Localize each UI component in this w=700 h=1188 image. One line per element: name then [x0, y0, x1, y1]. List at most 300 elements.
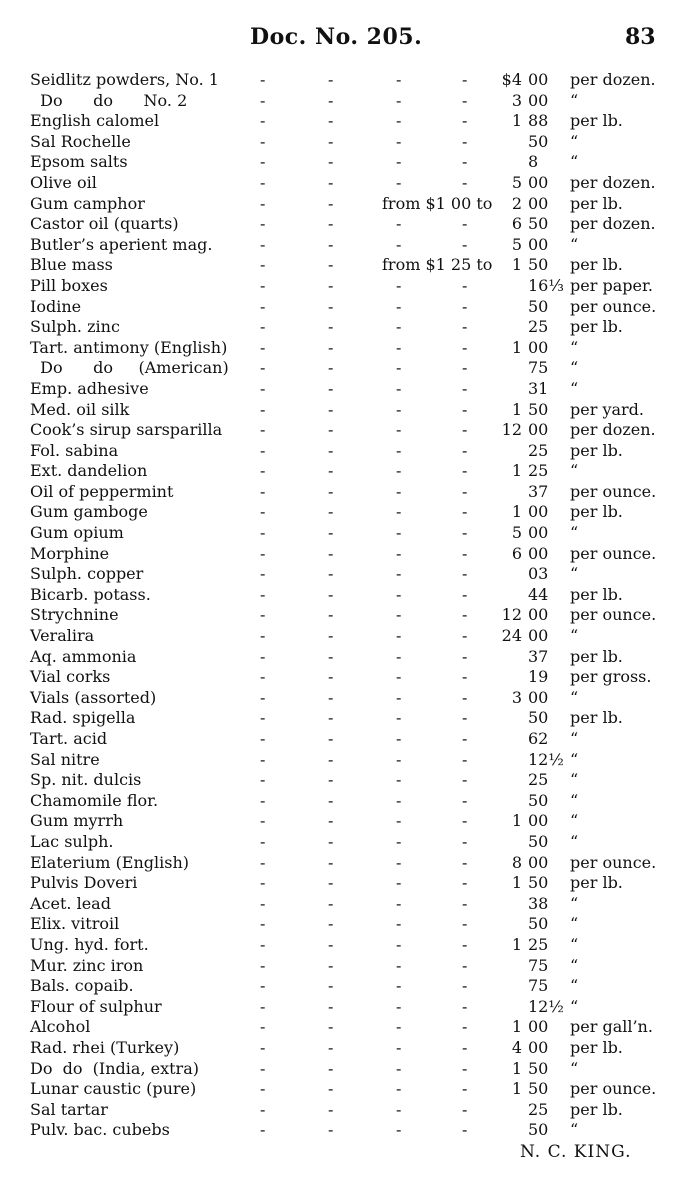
- leader-dash: -: [396, 440, 402, 460]
- price-cents: 44: [528, 584, 549, 604]
- price-cents: 25: [528, 1099, 549, 1119]
- item-name: Ung. hyd. fort.: [30, 934, 149, 954]
- price-cents: 50: [528, 1058, 549, 1078]
- leader-dash: -: [328, 811, 334, 831]
- price-unit: “: [570, 831, 579, 851]
- leader-dash: -: [260, 481, 266, 501]
- price-dollars: 24: [501, 626, 522, 646]
- price-cents: 25: [528, 440, 549, 460]
- leader-dash: -: [396, 502, 402, 522]
- price-dollars: 5: [511, 234, 522, 254]
- price-unit: “: [570, 1058, 579, 1078]
- item-name: Sal Rochelle: [30, 131, 131, 151]
- price-list-row: [0, 956, 700, 977]
- price-cents: 62: [528, 729, 549, 748]
- price-dollars: 1: [511, 502, 522, 522]
- leader-dash: -: [396, 481, 402, 501]
- price-cents: 50: [528, 873, 549, 893]
- leader-dash: -: [328, 1099, 334, 1119]
- leader-dash: -: [260, 667, 266, 687]
- leader-dash: -: [462, 399, 468, 419]
- leader-dash: -: [396, 378, 402, 398]
- price-dollars: $4: [501, 70, 522, 89]
- leader-dash: -: [260, 646, 266, 666]
- price-cents: 50: [528, 255, 549, 275]
- leader-dash: -: [328, 481, 334, 501]
- leader-dash: -: [462, 770, 468, 790]
- price-unit: “: [570, 131, 579, 151]
- leader-dash: -: [396, 461, 402, 481]
- leader-dash: -: [328, 584, 334, 604]
- leader-dash: -: [396, 687, 402, 707]
- leader-dash: -: [328, 914, 334, 934]
- item-name: Med. oil silk: [30, 399, 130, 419]
- leader-dash: -: [260, 296, 266, 316]
- price-range-note: from $1 25 to: [382, 255, 493, 275]
- price-list-row: [0, 297, 700, 318]
- price-unit: per gall’n.: [570, 1017, 653, 1037]
- price-list-row: [0, 873, 700, 894]
- leader-dash: -: [462, 152, 468, 172]
- item-name: Pulv. bac. cubebs: [30, 1120, 170, 1140]
- price-list-row: [0, 605, 700, 626]
- item-name: Cook’s sirup sarsparilla: [30, 420, 223, 440]
- price-cents: 00: [528, 523, 549, 543]
- leader-dash: -: [328, 831, 334, 851]
- price-unit: per dozen.: [570, 70, 656, 89]
- price-list-row: [0, 255, 700, 276]
- price-unit: per lb.: [570, 584, 623, 604]
- leader-dash: -: [328, 667, 334, 687]
- price-list-row: [0, 997, 700, 1018]
- leader-dash: -: [260, 1079, 266, 1099]
- price-unit: “: [570, 934, 579, 954]
- item-name: Castor oil (quarts): [30, 214, 179, 234]
- leader-dash: -: [328, 708, 334, 728]
- price-list-row: [0, 585, 700, 606]
- leader-dash: -: [328, 378, 334, 398]
- leader-dash: -: [328, 214, 334, 234]
- price-cents: 00: [528, 172, 549, 192]
- leader-dash: -: [328, 1058, 334, 1078]
- price-list-row: [0, 111, 700, 132]
- leader-dash: -: [462, 172, 468, 192]
- leader-dash: -: [396, 605, 402, 625]
- price-cents: 50: [528, 296, 549, 316]
- item-name: Olive oil: [30, 172, 97, 192]
- item-name: Flour of sulphur: [30, 996, 162, 1016]
- leader-dash: -: [462, 1058, 468, 1078]
- page-number: 83: [625, 24, 656, 50]
- item-name: English calomel: [30, 111, 160, 131]
- price-unit: per ounce.: [570, 543, 657, 563]
- leader-dash: -: [462, 687, 468, 707]
- price-list-row: [0, 461, 700, 482]
- item-name: Acet. lead: [30, 893, 111, 913]
- leader-dash: -: [328, 749, 334, 769]
- leader-dash: -: [396, 172, 402, 192]
- leader-dash: -: [396, 708, 402, 728]
- leader-dash: -: [328, 131, 334, 151]
- item-name: Gum gamboge: [30, 502, 148, 522]
- price-cents: 00: [528, 852, 549, 872]
- price-list-row: [0, 379, 700, 400]
- price-unit: “: [570, 996, 579, 1016]
- item-name: Blue mass: [30, 255, 113, 275]
- leader-dash: -: [328, 564, 334, 584]
- price-list-row: [0, 317, 700, 338]
- price-unit: per lb.: [570, 502, 623, 522]
- price-unit: “: [570, 378, 579, 398]
- leader-dash: -: [328, 955, 334, 975]
- price-unit: “: [570, 358, 579, 378]
- price-dollars: 5: [511, 172, 522, 192]
- leader-dash: -: [462, 337, 468, 357]
- page-header: [0, 24, 700, 54]
- leader-dash: -: [396, 420, 402, 440]
- leader-dash: -: [328, 255, 334, 275]
- leader-dash: -: [462, 708, 468, 728]
- leader-dash: -: [462, 378, 468, 398]
- price-unit: “: [570, 811, 579, 831]
- leader-dash: -: [260, 399, 266, 419]
- price-cents: 00: [528, 234, 549, 254]
- price-dollars: 1: [511, 873, 522, 893]
- leader-dash: -: [462, 934, 468, 954]
- leader-dash: -: [396, 749, 402, 769]
- price-list-row: [0, 544, 700, 565]
- leader-dash: -: [328, 873, 334, 893]
- leader-dash: -: [328, 399, 334, 419]
- leader-dash: -: [328, 275, 334, 295]
- leader-dash: -: [396, 543, 402, 563]
- leader-dash: -: [260, 111, 266, 131]
- leader-dash: -: [396, 214, 402, 234]
- item-name: Gum opium: [30, 523, 124, 543]
- item-name: Tart. antimony (English): [30, 337, 228, 357]
- price-dollars: 8: [511, 852, 522, 872]
- leader-dash: -: [462, 584, 468, 604]
- price-unit: per yard.: [570, 399, 644, 419]
- leader-dash: -: [462, 111, 468, 131]
- leader-dash: -: [462, 873, 468, 893]
- price-dollars: 3: [511, 90, 522, 110]
- leader-dash: -: [462, 729, 468, 748]
- item-name: Strychnine: [30, 605, 119, 625]
- price-list-row: [0, 853, 700, 874]
- price-unit: “: [570, 976, 579, 996]
- leader-dash: -: [396, 646, 402, 666]
- leader-dash: -: [260, 523, 266, 543]
- price-dollars: 12: [501, 605, 522, 625]
- leader-dash: -: [462, 234, 468, 254]
- item-name: Gum myrrh: [30, 811, 124, 831]
- price-list-row: [0, 441, 700, 462]
- price-unit: “: [570, 729, 579, 748]
- price-unit: “: [570, 770, 579, 790]
- price-list-row: [0, 832, 700, 853]
- leader-dash: -: [462, 420, 468, 440]
- leader-dash: -: [462, 749, 468, 769]
- price-dollars: 1: [511, 461, 522, 481]
- item-name: Bicarb. potass.: [30, 584, 151, 604]
- price-unit: per dozen.: [570, 214, 656, 234]
- price-dollars: 1: [511, 1017, 522, 1037]
- leader-dash: -: [462, 564, 468, 584]
- price-unit: “: [570, 152, 579, 172]
- leader-dash: -: [260, 790, 266, 810]
- price-range-note: from $1 00 to: [382, 193, 493, 213]
- leader-dash: -: [260, 502, 266, 522]
- leader-dash: -: [260, 1037, 266, 1057]
- leader-dash: -: [396, 976, 402, 996]
- leader-dash: -: [328, 234, 334, 254]
- price-cents: 37: [528, 646, 549, 666]
- leader-dash: -: [328, 420, 334, 440]
- item-name: Elaterium (English): [30, 852, 190, 872]
- price-list-row: [0, 770, 700, 791]
- price-list-row: [0, 811, 700, 832]
- leader-dash: -: [462, 914, 468, 934]
- price-dollars: 1: [511, 1079, 522, 1099]
- item-name: Lunar caustic (pure): [30, 1079, 197, 1099]
- leader-dash: -: [396, 275, 402, 295]
- price-unit: “: [570, 461, 579, 481]
- leader-dash: -: [462, 996, 468, 1016]
- item-name: Sulph. copper: [30, 564, 144, 584]
- leader-dash: -: [260, 193, 266, 213]
- price-unit: “: [570, 914, 579, 934]
- leader-dash: -: [260, 976, 266, 996]
- leader-dash: -: [260, 172, 266, 192]
- price-list-row: [0, 1017, 700, 1038]
- price-dollars: 2: [511, 193, 522, 213]
- leader-dash: -: [328, 646, 334, 666]
- leader-dash: -: [462, 481, 468, 501]
- price-dollars: 1: [511, 255, 522, 275]
- price-cents: 8: [528, 152, 539, 172]
- price-list-row: [0, 235, 700, 256]
- item-name: Do do No. 2: [30, 90, 188, 110]
- price-list-row: [0, 420, 700, 441]
- price-unit: per lb.: [570, 1099, 623, 1119]
- leader-dash: -: [260, 584, 266, 604]
- leader-dash: -: [328, 996, 334, 1016]
- price-unit: per gross.: [570, 667, 652, 687]
- price-unit: “: [570, 893, 579, 913]
- leader-dash: -: [462, 502, 468, 522]
- item-name: Lac sulph.: [30, 831, 114, 851]
- leader-dash: -: [260, 626, 266, 646]
- leader-dash: -: [462, 275, 468, 295]
- price-cents: 31: [528, 378, 549, 398]
- leader-dash: -: [396, 358, 402, 378]
- price-list-row: [0, 482, 700, 503]
- leader-dash: -: [260, 996, 266, 1016]
- price-cents: 25: [528, 934, 549, 954]
- leader-dash: -: [462, 214, 468, 234]
- leader-dash: -: [462, 955, 468, 975]
- leader-dash: -: [260, 873, 266, 893]
- leader-dash: -: [260, 687, 266, 707]
- price-cents: 37: [528, 481, 549, 501]
- price-list-row: [0, 1038, 700, 1059]
- price-unit: per ounce.: [570, 852, 657, 872]
- leader-dash: -: [328, 626, 334, 646]
- item-name: Seidlitz powders, No. 1: [30, 70, 219, 89]
- price-cents: 50: [528, 399, 549, 419]
- leader-dash: -: [260, 1058, 266, 1078]
- leader-dash: -: [462, 831, 468, 851]
- price-list-row: [0, 708, 700, 729]
- leader-dash: -: [462, 70, 468, 89]
- leader-dash: -: [396, 337, 402, 357]
- leader-dash: -: [396, 811, 402, 831]
- price-unit: “: [570, 955, 579, 975]
- price-list-row: [0, 358, 700, 379]
- leader-dash: -: [462, 852, 468, 872]
- leader-dash: -: [396, 399, 402, 419]
- document-title: Doc. No. 205.: [250, 24, 423, 50]
- leader-dash: -: [462, 1017, 468, 1037]
- leader-dash: -: [328, 1037, 334, 1057]
- leader-dash: -: [396, 893, 402, 913]
- price-unit: per lb.: [570, 255, 623, 275]
- price-unit: per lb.: [570, 440, 623, 460]
- leader-dash: -: [328, 1079, 334, 1099]
- price-unit: “: [570, 749, 579, 769]
- item-name: Epsom salts: [30, 152, 128, 172]
- leader-dash: -: [462, 461, 468, 481]
- leader-dash: -: [328, 790, 334, 810]
- price-list-row: [0, 667, 700, 688]
- leader-dash: -: [396, 296, 402, 316]
- leader-dash: -: [396, 914, 402, 934]
- price-list-row: [0, 502, 700, 523]
- price-cents: 25: [528, 317, 549, 337]
- price-list-row: [0, 214, 700, 235]
- price-unit: “: [570, 687, 579, 707]
- price-dollars: 1: [511, 1058, 522, 1078]
- price-cents: 00: [528, 626, 549, 646]
- item-name: Emp. adhesive: [30, 378, 149, 398]
- price-unit: per lb.: [570, 111, 623, 131]
- price-list-row: [0, 70, 700, 91]
- price-list-row: [0, 688, 700, 709]
- leader-dash: -: [328, 852, 334, 872]
- leader-dash: -: [396, 152, 402, 172]
- price-cents: 50: [528, 1120, 549, 1140]
- price-list-row: [0, 523, 700, 544]
- item-name: Gum camphor: [30, 193, 145, 213]
- price-unit: “: [570, 626, 579, 646]
- leader-dash: -: [260, 131, 266, 151]
- leader-dash: -: [396, 831, 402, 851]
- leader-dash: -: [328, 172, 334, 192]
- leader-dash: -: [328, 976, 334, 996]
- price-dollars: 6: [511, 214, 522, 234]
- item-name: Vial corks: [30, 667, 111, 687]
- leader-dash: -: [260, 852, 266, 872]
- leader-dash: -: [328, 502, 334, 522]
- leader-dash: -: [328, 111, 334, 131]
- leader-dash: -: [396, 564, 402, 584]
- leader-dash: -: [328, 440, 334, 460]
- item-name: Aq. ammonia: [30, 646, 137, 666]
- price-cents: 75: [528, 976, 549, 996]
- price-list-row: [0, 976, 700, 997]
- price-cents: 38: [528, 893, 549, 913]
- leader-dash: -: [462, 296, 468, 316]
- leader-dash: -: [328, 90, 334, 110]
- leader-dash: -: [260, 378, 266, 398]
- leader-dash: -: [396, 873, 402, 893]
- leader-dash: -: [260, 1099, 266, 1119]
- leader-dash: -: [462, 131, 468, 151]
- item-name: Do do (India, extra): [30, 1058, 199, 1078]
- item-name: Morphine: [30, 543, 110, 563]
- leader-dash: -: [260, 811, 266, 831]
- leader-dash: -: [396, 1079, 402, 1099]
- price-unit: per ounce.: [570, 296, 657, 316]
- price-unit: per ounce.: [570, 481, 657, 501]
- leader-dash: -: [328, 605, 334, 625]
- price-dollars: 6: [511, 543, 522, 563]
- price-dollars: 1: [511, 934, 522, 954]
- leader-dash: -: [260, 358, 266, 378]
- leader-dash: -: [328, 770, 334, 790]
- leader-dash: -: [462, 893, 468, 913]
- price-cents: 50: [528, 131, 549, 151]
- leader-dash: -: [328, 461, 334, 481]
- leader-dash: -: [328, 193, 334, 213]
- price-unit: “: [570, 234, 579, 254]
- price-cents: 00: [528, 420, 549, 440]
- price-cents: 00: [528, 70, 549, 89]
- leader-dash: -: [396, 111, 402, 131]
- price-list-row: [0, 750, 700, 771]
- item-name: Ext. dandelion: [30, 461, 148, 481]
- leader-dash: -: [396, 934, 402, 954]
- leader-dash: -: [396, 584, 402, 604]
- price-cents: 50: [528, 1079, 549, 1099]
- price-cents: 00: [528, 605, 549, 625]
- price-unit: per dozen.: [570, 172, 656, 192]
- leader-dash: -: [396, 317, 402, 337]
- leader-dash: -: [260, 275, 266, 295]
- leader-dash: -: [260, 440, 266, 460]
- leader-dash: -: [396, 996, 402, 1016]
- price-list: [0, 70, 700, 1141]
- leader-dash: -: [462, 790, 468, 810]
- leader-dash: -: [328, 296, 334, 316]
- price-list-row: [0, 132, 700, 153]
- price-list-row: [0, 152, 700, 173]
- leader-dash: -: [462, 358, 468, 378]
- price-list-row: [0, 935, 700, 956]
- price-dollars: 4: [511, 1037, 522, 1057]
- leader-dash: -: [328, 337, 334, 357]
- price-cents: 16⅓: [528, 275, 564, 295]
- price-cents: 00: [528, 337, 549, 357]
- leader-dash: -: [462, 646, 468, 666]
- leader-dash: -: [396, 955, 402, 975]
- price-list-row: [0, 91, 700, 112]
- price-unit: “: [570, 790, 579, 810]
- price-cents: 12½: [528, 996, 564, 1016]
- leader-dash: -: [328, 70, 334, 89]
- price-cents: 75: [528, 358, 549, 378]
